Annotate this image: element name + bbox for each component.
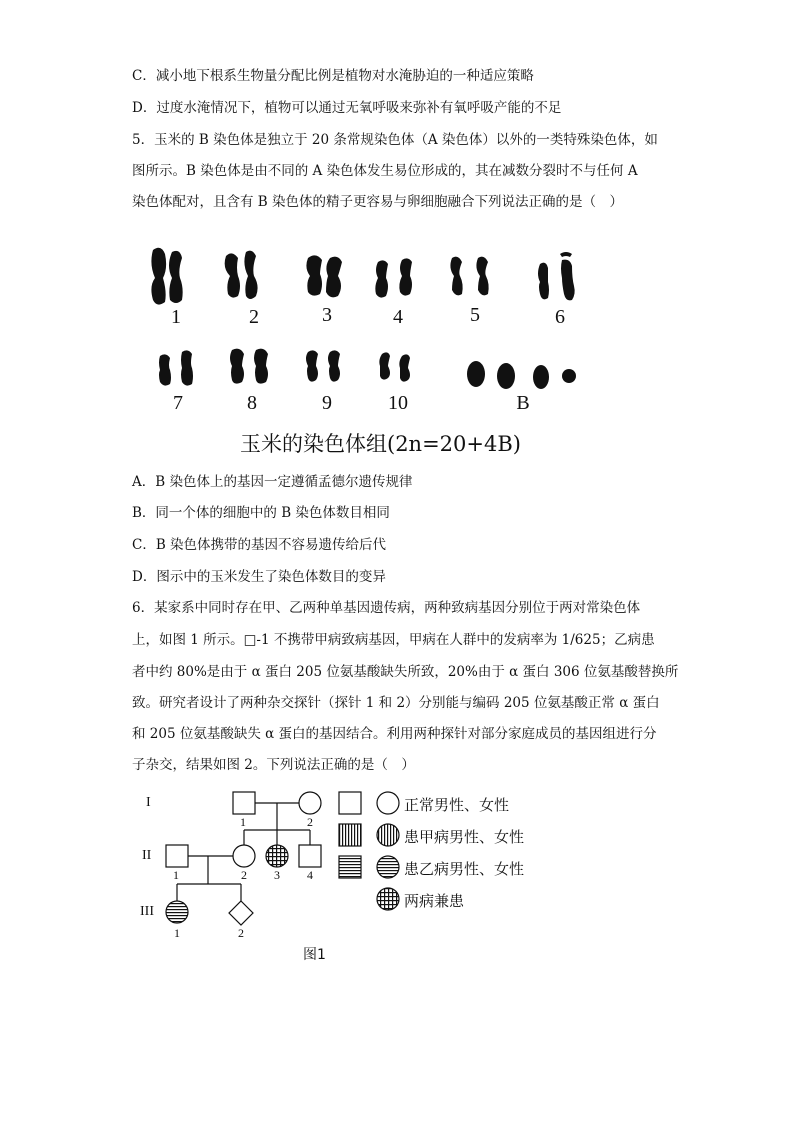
legend-both: 两病兼患	[404, 892, 465, 910]
option-d-prev: D．过度水淹情况下，植物可以通过无氧呼吸来弥补有氧呼吸产能的不足	[132, 100, 562, 116]
question-6-line-6: 子杂交，结果如图 2。下列说法正确的是（ ）	[132, 757, 415, 773]
question-6-line-5: 和 205 位氨基酸缺失 α 蛋白的基因结合。利用两种探针对部分家庭成员的基因组进行分	[132, 726, 657, 742]
ii4-number: 4	[307, 868, 313, 882]
question-6-line-2: 上，如图 1 所示。□-1 不携带甲病致病基因，甲病在人群中的发病率为 1/625；乙病患	[132, 632, 655, 648]
figure-1-label: 图1	[303, 947, 326, 963]
ii3-number: 3	[274, 868, 280, 882]
chromosome-label-2: 2	[249, 306, 259, 328]
chromosome-label-4: 4	[393, 306, 403, 328]
chromosome-label-9: 9	[322, 392, 332, 414]
iii2-unknown	[229, 901, 253, 925]
ii1-number: 1	[173, 868, 179, 882]
question-6-line-1: 6．某家系中同时存在甲、乙两种单基因遗传病，两种致病基因分别位于两对常染色体	[132, 600, 641, 616]
ii3-female	[266, 845, 288, 867]
ii4-male	[299, 845, 321, 867]
i1-male	[233, 792, 255, 814]
chromosome-label-5: 5	[470, 304, 480, 326]
karyotype-caption: 玉米的染色体组(2n=20+4B)	[240, 432, 521, 456]
chromosome-label-1: 1	[171, 306, 181, 328]
legend-disease-a: 患甲病男性、女性	[404, 828, 525, 846]
legend-disease-b: 患乙病男性、女性	[404, 860, 525, 878]
generation-ii: II	[142, 848, 152, 863]
iii1-number: 1	[174, 926, 180, 940]
i2-female	[299, 792, 321, 814]
chromosome-label-7: 7	[173, 392, 183, 414]
option-c-prev: C．减小地下根系生物量分配比例是植物对水淹胁迫的一种适应策略	[132, 68, 534, 84]
q5-option-d: D．图示中的玉米发生了染色体数目的变异	[132, 569, 386, 585]
ii1-male	[166, 845, 188, 867]
chromosome-label-b: B	[516, 392, 530, 414]
question-6-line-3: 者中约 80%是由于 α 蛋白 205 位氨基酸缺失所致，20%由于 α 蛋白 306 位氨基酸替换所	[132, 664, 679, 680]
q5-option-a: A．B 染色体上的基因一定遵循孟德尔遗传规律	[132, 474, 413, 490]
question-5-line-2: 图所示。B 染色体是由不同的 A 染色体发生易位形成的，其在减数分裂时不与任何 A	[132, 163, 638, 179]
chromosome-label-6: 6	[555, 306, 565, 328]
q5-option-b: B．同一个体的细胞中的 B 染色体数目相同	[132, 505, 390, 521]
q5-option-c: C．B 染色体携带的基因不容易遗传给后代	[132, 537, 387, 553]
question-5-line-1: 5．玉米的 B 染色体是独立于 20 条常规染色体（A 染色体）以外的一类特殊染色体，如	[132, 132, 658, 148]
i1-number: 1	[240, 815, 246, 829]
iii2-number: 2	[238, 926, 244, 940]
ii2-number: 2	[241, 868, 247, 882]
chromosome-label-8: 8	[247, 392, 257, 414]
iii1-female	[166, 901, 188, 923]
legend-normal: 正常男性、女性	[404, 796, 510, 814]
question-6-line-4: 致。研究者设计了两种杂交探针（探针 1 和 2）分别能与编码 205 位氨基酸正常 α 蛋白	[132, 695, 660, 711]
generation-iii: III	[140, 904, 154, 919]
generation-i: I	[146, 795, 151, 810]
chromosome-label-3: 3	[322, 304, 332, 326]
i2-number: 2	[307, 815, 313, 829]
chromosome-label-10: 10	[388, 392, 408, 414]
question-5-line-3: 染色体配对，且含有 B 染色体的精子更容易与卵细胞融合下列说法正确的是（ ）	[132, 194, 624, 210]
ii2-female	[233, 845, 255, 867]
